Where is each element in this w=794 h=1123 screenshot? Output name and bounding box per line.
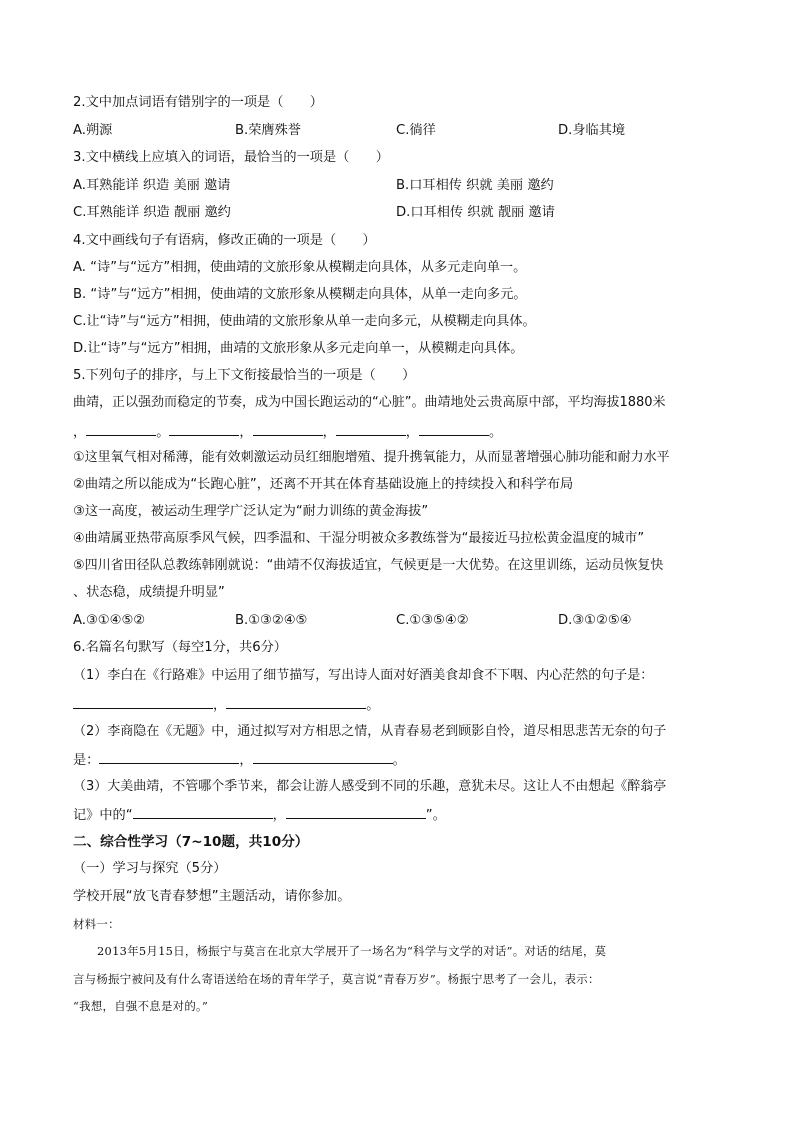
- q5-blank-1[interactable]: [86, 422, 156, 436]
- q2-option-a: A.朔源: [73, 123, 113, 138]
- material-line-1: 2013年5月15日，杨振宁与莫言在北京大学展开了一场名为“科学与文学的对话”。对话的结尾，莫: [97, 944, 607, 958]
- q5-option-a: A.③①④⑤②: [73, 613, 146, 628]
- section2-intro: 学校开展“放飞青春梦想”主题活动，请你参加。: [73, 889, 351, 904]
- q5-passage-line1: 曲靖，正以强劲而稳定的节奏，成为中国长跑运动的“心脏”。曲靖地处云贵高原中部，平均海拔1880米: [73, 395, 666, 410]
- q6-p3-blank-2[interactable]: [286, 805, 426, 819]
- q5-blank-3[interactable]: [253, 422, 323, 436]
- q4-option-c: C.让“诗”与“远方”相拥，使曲靖的文旅形象从单一走向多元，从模糊走向具体。: [73, 314, 536, 329]
- q6-part1-blanks: [73, 695, 379, 715]
- q5-option-b: B.①③②④⑤: [235, 613, 308, 628]
- q4-option-b: B. “诗”与“远方”相拥，使曲靖的文旅形象从模糊走向具体，从单一走向多元。: [73, 287, 527, 302]
- q6-part1-text: （1）李白在《行路难》中运用了细节描写，写出诗人面对好酒美食却食不下咽、内心茫然的句子是：: [73, 668, 654, 683]
- q6-p1-blank-2[interactable]: [226, 695, 366, 709]
- q6-p3-comma: ，: [272, 808, 286, 823]
- q2-stem: 2.文中加点词语有错别字的一项是（ ）: [73, 95, 323, 110]
- q5-option-c: C.①③⑤④②: [396, 613, 469, 628]
- q6-p2-comma: ，: [239, 753, 253, 768]
- q6-p3-blank-1[interactable]: [133, 805, 273, 819]
- material-line-3: “我想，自强不息是对的。”: [73, 999, 209, 1013]
- q6-stem: 6.名篇名句默写（每空1分，共6分）: [73, 640, 287, 655]
- section2-title: 二、综合性学习（7~10题，共10分）: [73, 834, 309, 850]
- q5-stem: 5.下列句子的排序，与上下文衔接最恰当的一项是（ ）: [73, 368, 416, 383]
- q6-p1-comma: ，: [213, 698, 227, 713]
- material-line-2: 言与杨振宁被问及有什么寄语送给在场的青年学子，莫言说“青春万岁”。杨振宁思考了一会儿，表示：: [73, 972, 600, 986]
- q5-option-d: D.③①②⑤④: [558, 613, 632, 628]
- q5-blank-4[interactable]: [336, 422, 406, 436]
- q3-option-b: B.口耳相传 织就 美丽 邀约: [396, 178, 554, 193]
- q3-option-c: C.耳熟能详 织造 靓丽 邀约: [73, 205, 231, 220]
- q5-sentence-1: ①这里氧气相对稀薄，能有效刺激运动员红细胞增殖、提升携氧能力，从而显著增强心肺功能和耐力水平: [73, 450, 670, 465]
- q5-sep-1: 。: [156, 425, 170, 440]
- q6-p2-blank-1[interactable]: [99, 750, 239, 764]
- q6-p1-period: 。: [366, 698, 380, 713]
- material-label: 材料一：: [73, 917, 120, 931]
- q5-sentence-3: ③这一高度，被运动生理学广泛认定为“耐力训练的黄金海拔”: [73, 504, 429, 519]
- q6-p1-blank-1[interactable]: [73, 695, 213, 709]
- q6-part2-text: （2）李商隐在《无题》中，通过拟写对方相思之情，从青春易老到顾影自怜，道尽相思悲苦无奈的句子: [73, 724, 667, 739]
- q4-option-d: D.让“诗”与“远方”相拥，曲靖的文旅形象从多元走向单一，从模糊走向具体。: [73, 341, 524, 356]
- q6-p2-blank-2[interactable]: [253, 750, 393, 764]
- q5-sep-4: ，: [405, 425, 419, 440]
- q4-option-a: A. “诗”与“远方”相拥，使曲靖的文旅形象从模糊走向具体，从多元走向单一。: [73, 260, 527, 275]
- q6-part3-text: （3）大美曲靖，不管哪个季节来，都会让游人感受到不同的乐趣，意犹未尽。这让人不由想起《醉翁亭: [73, 779, 667, 794]
- section2-subtitle: （一）学习与探究（5分）: [73, 861, 227, 876]
- q5-sep-3: ，: [322, 425, 336, 440]
- q6-p3-close: ”。: [425, 808, 446, 823]
- q5-blank-5[interactable]: [419, 422, 489, 436]
- q3-stem: 3.文中横线上应填入的词语，最恰当的一项是（ ）: [73, 150, 389, 165]
- q6-p3-lead: 记》中的“: [73, 808, 133, 823]
- q5-blanks-line: [73, 422, 502, 442]
- q5-end: 。: [488, 425, 503, 440]
- q6-part3-blanks: [73, 805, 446, 825]
- q6-p2-period: 。: [392, 753, 406, 768]
- q2-option-b: B.荣膺殊誉: [235, 123, 301, 138]
- q5-sentence-4: ④曲靖属亚热带高原季风气候，四季温和、干湿分明被众多教练誉为“最接近马拉松黄金温度的城市”: [73, 531, 645, 546]
- q6-part2-blanks: [73, 750, 406, 770]
- q5-sentence-5a: ⑤四川省田径队总教练韩刚就说：“曲靖不仅海拔适宜，气候更是一大优势。在这里训练，运动员恢复快: [73, 558, 664, 573]
- q3-option-d: D.口耳相传 织就 靓丽 邀请: [396, 205, 555, 220]
- q6-p2-lead: 是：: [73, 753, 100, 768]
- q5-blank-2[interactable]: [169, 422, 239, 436]
- q4-stem: 4.文中画线句子有语病，修改正确的一项是（ ）: [73, 233, 376, 248]
- q5-lead-comma: ，: [73, 425, 87, 440]
- q2-option-d: D.身临其境: [558, 123, 626, 138]
- q5-sentence-2: ②曲靖之所以能成为“长跑心脏”，还离不开其在体育基础设施上的持续投入和科学布局: [73, 477, 574, 492]
- q2-option-c: C.徜徉: [396, 123, 436, 138]
- q3-option-a: A.耳熟能详 织造 美丽 邀请: [73, 178, 231, 193]
- q5-sep-2: ，: [239, 425, 253, 440]
- q5-sentence-5b: 、状态稳，成绩提升明显”: [73, 585, 225, 600]
